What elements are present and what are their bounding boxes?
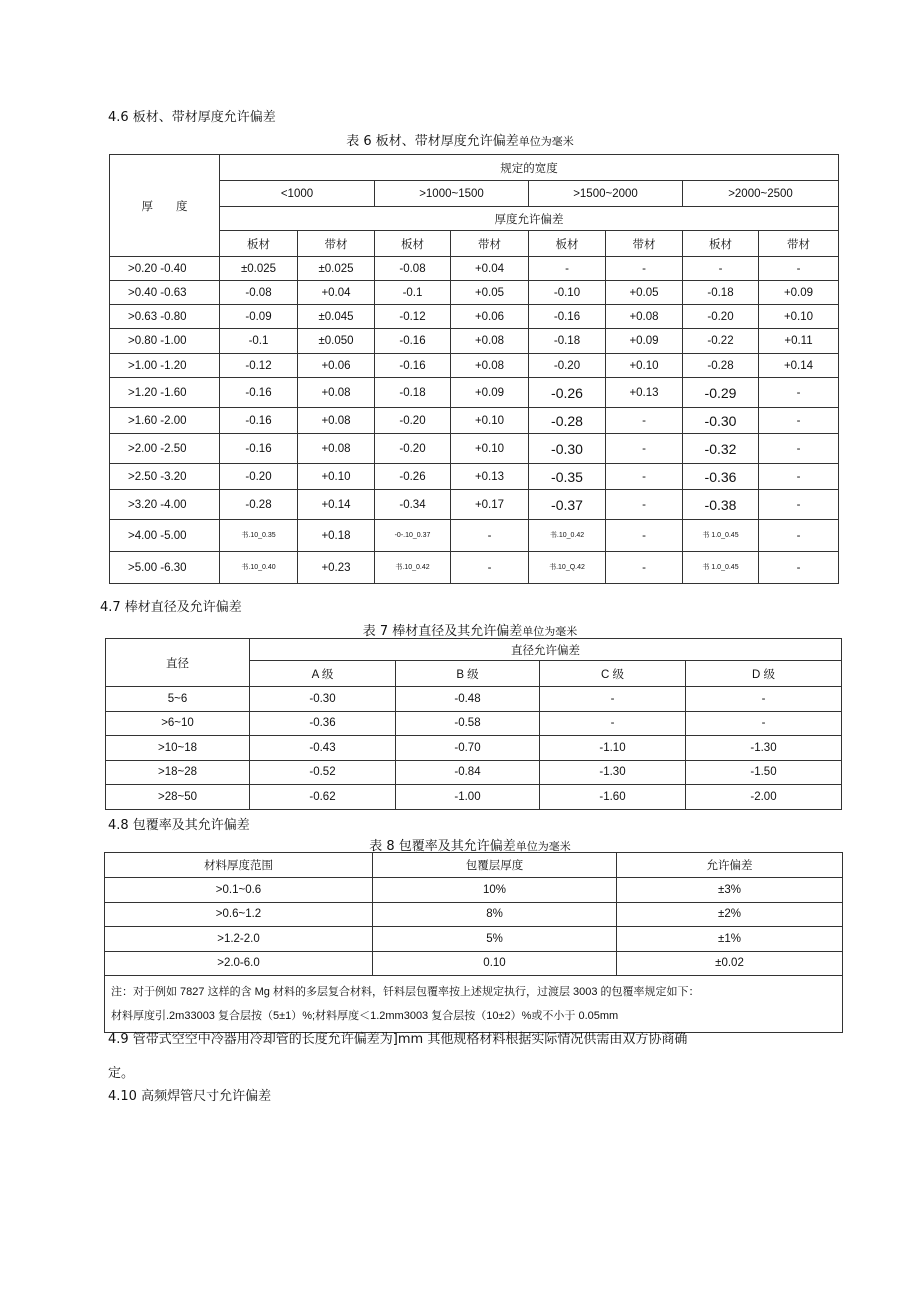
tolerance-cell: ±0.025 <box>298 257 375 281</box>
grade-tolerance-cell: -1.30 <box>540 760 686 785</box>
sub-header-strip: 带材 <box>759 231 839 257</box>
tolerance-cell: - <box>606 464 683 490</box>
table-6-row <box>110 257 839 281</box>
grade-tolerance-cell: -1.00 <box>396 785 540 810</box>
allowed-deviation-cell: ±1% <box>617 927 843 952</box>
tolerance-cell: -0.16 <box>375 329 451 354</box>
tolerance-cell: +0.11 <box>759 329 839 354</box>
tolerance-cell: - <box>606 490 683 520</box>
table-6-title: 表 6 板材、带材厚度允许偏差 <box>346 134 519 149</box>
t8-header: 材料厚度范围 <box>105 853 373 878</box>
tolerance-cell: +0.23 <box>298 552 375 584</box>
tolerance-cell: +0.08 <box>298 378 375 408</box>
thickness-range-cell: >2.50 -3.20 <box>110 464 220 490</box>
tolerance-cell: - <box>759 490 839 520</box>
section-4-9-line-1: 4.9 管带式空空中冷器用冷却管的长度允许偏差为]mm 其他规格材料根据实际情况供需由双方协商确 <box>108 1032 688 1047</box>
table-8 <box>104 852 843 1033</box>
diameter-cell: >6~10 <box>106 711 250 736</box>
tolerance-cell: - <box>759 408 839 434</box>
table-6-row <box>110 490 839 520</box>
tolerance-cell: +0.09 <box>606 329 683 354</box>
grade-tolerance-cell: - <box>540 687 686 712</box>
tolerance-cell: 书.10_Q.42 <box>529 552 606 584</box>
tolerance-cell: - <box>451 520 529 552</box>
clad-thickness-cell: 5% <box>373 927 617 952</box>
tolerance-cell: -0.37 <box>529 490 606 520</box>
tolerance-cell: -0.08 <box>220 281 298 305</box>
diameter-cell: >28~50 <box>106 785 250 810</box>
tolerance-cell: - <box>529 257 606 281</box>
tolerance-cell: -0.16 <box>220 434 298 464</box>
tolerance-cell: -0.28 <box>529 408 606 434</box>
tolerance-header: 厚度允许偏差 <box>220 207 839 231</box>
table-6-row <box>110 378 839 408</box>
tolerance-cell: +0.09 <box>759 281 839 305</box>
tolerance-cell: +0.04 <box>451 257 529 281</box>
tolerance-cell: +0.13 <box>606 378 683 408</box>
table-7-row <box>106 711 842 736</box>
tolerance-cell: - <box>759 464 839 490</box>
tolerance-cell: - <box>759 520 839 552</box>
tolerance-cell: - <box>606 520 683 552</box>
tolerance-cell: 书.10_0.40 <box>220 552 298 584</box>
thickness-range-cell: >1.00 -1.20 <box>110 354 220 378</box>
tolerance-cell: +0.08 <box>606 305 683 329</box>
tolerance-cell: -0.30 <box>529 434 606 464</box>
tolerance-cell: +0.14 <box>298 490 375 520</box>
grade-tolerance-cell: -0.43 <box>250 736 396 761</box>
section-4-8-heading: 4.8 包覆率及其允许偏差 <box>108 818 250 833</box>
tolerance-cell: -0.28 <box>220 490 298 520</box>
tolerance-cell: -0.16 <box>375 354 451 378</box>
grade-tolerance-cell: -1.30 <box>686 736 842 761</box>
tolerance-cell: -0.22 <box>683 329 759 354</box>
tolerance-cell: +0.13 <box>451 464 529 490</box>
grade-header: D 级 <box>686 661 842 687</box>
table-8-unit: 单位为毫米 <box>515 840 571 853</box>
tolerance-cell: -0.10 <box>529 281 606 305</box>
width-range: >1500~2000 <box>529 181 683 207</box>
grade-tolerance-cell: -0.70 <box>396 736 540 761</box>
table-8-row <box>105 902 843 927</box>
grade-tolerance-cell: - <box>686 687 842 712</box>
width-range: >2000~2500 <box>683 181 839 207</box>
thickness-range-cell: >0.80 -1.00 <box>110 329 220 354</box>
width-range: >1000~1500 <box>375 181 529 207</box>
tolerance-cell: +0.08 <box>451 354 529 378</box>
grade-tolerance-cell: -0.30 <box>250 687 396 712</box>
thickness-range-cell: >1.2-2.0 <box>105 927 373 952</box>
table-7-caption <box>320 620 620 639</box>
tolerance-cell: - <box>759 552 839 584</box>
sub-header-strip: 带材 <box>606 231 683 257</box>
diameter-cell: >10~18 <box>106 736 250 761</box>
sub-header-plate: 板材 <box>375 231 451 257</box>
t8-header: 允许偏差 <box>617 853 843 878</box>
grade-tolerance-cell: -1.50 <box>686 760 842 785</box>
tolerance-cell: 书 1.0_0.45 <box>683 520 759 552</box>
tolerance-cell: +0.18 <box>298 520 375 552</box>
tolerance-cell: -0.26 <box>375 464 451 490</box>
tolerance-cell: -0.35 <box>529 464 606 490</box>
tolerance-cell: - <box>759 378 839 408</box>
tolerance-cell: -0.18 <box>375 378 451 408</box>
tolerance-cell: +0.04 <box>298 281 375 305</box>
table-6-row <box>110 329 839 354</box>
tolerance-cell: - <box>606 408 683 434</box>
tolerance-cell: +0.08 <box>451 329 529 354</box>
table-6-row <box>110 354 839 378</box>
tolerance-cell: - <box>759 434 839 464</box>
tolerance-cell: -0.08 <box>375 257 451 281</box>
table-6-row <box>110 281 839 305</box>
tolerance-cell: +0.14 <box>759 354 839 378</box>
table-8-row <box>105 878 843 903</box>
table-6-unit: 单位为毫米 <box>518 135 574 148</box>
allowed-deviation-cell: ±2% <box>617 902 843 927</box>
tolerance-cell: ±0.050 <box>298 329 375 354</box>
table-6 <box>109 154 839 584</box>
table-7-row <box>106 736 842 761</box>
tolerance-cell: -0.16 <box>529 305 606 329</box>
tolerance-cell: -0.30 <box>683 408 759 434</box>
tolerance-cell: -0.36 <box>683 464 759 490</box>
tolerance-cell: - <box>606 434 683 464</box>
table-6-row <box>110 520 839 552</box>
tolerance-cell: -0.26 <box>529 378 606 408</box>
grade-tolerance-cell: -0.84 <box>396 760 540 785</box>
tolerance-cell: -0.20 <box>375 408 451 434</box>
table-8-title: 表 8 包覆率及其允许偏差 <box>369 839 516 854</box>
width-header: 规定的宽度 <box>220 155 839 181</box>
thickness-range-cell: >0.1~0.6 <box>105 878 373 903</box>
tolerance-cell: - <box>451 552 529 584</box>
tolerance-cell: +0.05 <box>606 281 683 305</box>
table-7-row <box>106 785 842 810</box>
tolerance-cell: - <box>606 257 683 281</box>
thickness-range-cell: >2.0-6.0 <box>105 951 373 976</box>
clad-thickness-cell: 0.10 <box>373 951 617 976</box>
tolerance-cell: -0.1 <box>375 281 451 305</box>
table-7-body <box>106 687 842 810</box>
tolerance-cell: +0.09 <box>451 378 529 408</box>
thickness-range-cell: >1.20 -1.60 <box>110 378 220 408</box>
thickness-range-cell: >0.6~1.2 <box>105 902 373 927</box>
tolerance-cell: -0.18 <box>683 281 759 305</box>
tolerance-cell: 书.10_0.42 <box>375 552 451 584</box>
tolerance-cell: -0.20 <box>683 305 759 329</box>
tolerance-cell: +0.10 <box>298 464 375 490</box>
grade-tolerance-cell: -0.52 <box>250 760 396 785</box>
table-6-body <box>110 257 839 584</box>
tolerance-cell: ±0.025 <box>220 257 298 281</box>
table-7-title: 表 7 棒材直径及其允许偏差 <box>362 624 523 639</box>
table-7-row <box>106 687 842 712</box>
table-8-row <box>105 951 843 976</box>
clad-thickness-cell: 10% <box>373 878 617 903</box>
width-range: <1000 <box>220 181 375 207</box>
sub-header-strip: 带材 <box>451 231 529 257</box>
tolerance-cell: -0.29 <box>683 378 759 408</box>
grade-tolerance-cell: -0.62 <box>250 785 396 810</box>
tolerance-cell: -0.1 <box>220 329 298 354</box>
grade-tolerance-cell: -0.36 <box>250 711 396 736</box>
tolerance-cell: +0.08 <box>298 434 375 464</box>
table-7-row <box>106 760 842 785</box>
clad-thickness-cell: 8% <box>373 902 617 927</box>
tolerance-cell: 书.10_0.35 <box>220 520 298 552</box>
diameter-cell: 5~6 <box>106 687 250 712</box>
tolerance-cell: - <box>683 257 759 281</box>
grade-header: C 级 <box>540 661 686 687</box>
tolerance-cell: +0.17 <box>451 490 529 520</box>
grade-tolerance-cell: -2.00 <box>686 785 842 810</box>
tolerance-cell: +0.06 <box>298 354 375 378</box>
thickness-range-cell: >3.20 -4.00 <box>110 490 220 520</box>
thickness-header: 厚 度 <box>110 155 220 257</box>
tolerance-cell: -0.20 <box>529 354 606 378</box>
grade-tolerance-cell: - <box>686 711 842 736</box>
table-6-caption <box>300 130 620 149</box>
table-8-row <box>105 927 843 952</box>
tolerance-cell: +0.10 <box>451 408 529 434</box>
table-8-body <box>105 878 843 976</box>
sub-header-plate: 板材 <box>529 231 606 257</box>
thickness-range-cell: >0.63 -0.80 <box>110 305 220 329</box>
tolerance-cell: 书 1.0_0.45 <box>683 552 759 584</box>
tolerance-cell: 书.10_0.42 <box>529 520 606 552</box>
thickness-range-cell: >2.00 -2.50 <box>110 434 220 464</box>
grade-header: B 级 <box>396 661 540 687</box>
tolerance-cell: +0.10 <box>606 354 683 378</box>
tolerance-cell: -0.18 <box>529 329 606 354</box>
tolerance-cell: +0.08 <box>298 408 375 434</box>
grade-tolerance-cell: -1.10 <box>540 736 686 761</box>
tolerance-cell: +0.05 <box>451 281 529 305</box>
note-line-1: 注：对于例如 7827 这样的含 Mg 材料的多层复合材料，钎料层包覆率按上述规定执行，过渡层 3003 的包覆率规定如下： <box>111 986 700 998</box>
tolerance-cell: -0.20 <box>375 434 451 464</box>
table-8-note <box>105 976 843 1033</box>
tolerance-cell: -0-.10_0.37 <box>375 520 451 552</box>
note-line-2: 材料厚度引.2m33003 复合层按（5±1）%;材料厚度＜1.2mm3003 复合层按（10±2）%或不小于 0.05mm <box>111 1010 619 1022</box>
section-4-10-heading: 4.10 高频焊管尺寸允许偏差 <box>108 1089 272 1104</box>
sub-header-strip: 带材 <box>298 231 375 257</box>
allowed-deviation-cell: ±3% <box>617 878 843 903</box>
tolerance-cell: +0.06 <box>451 305 529 329</box>
tolerance-cell: -0.09 <box>220 305 298 329</box>
diameter-tolerance-header: 直径允许偏差 <box>250 639 842 661</box>
tolerance-cell: -0.28 <box>683 354 759 378</box>
grade-tolerance-cell: -0.48 <box>396 687 540 712</box>
allowed-deviation-cell: ±0.02 <box>617 951 843 976</box>
section-4-6-heading: 4.6 板材、带材厚度允许偏差 <box>108 110 276 125</box>
tolerance-cell: -0.38 <box>683 490 759 520</box>
thickness-range-cell: >5.00 -6.30 <box>110 552 220 584</box>
tolerance-cell: -0.12 <box>375 305 451 329</box>
tolerance-cell: - <box>606 552 683 584</box>
table-6-row <box>110 408 839 434</box>
grade-header: A 级 <box>250 661 396 687</box>
tolerance-cell: -0.16 <box>220 408 298 434</box>
tolerance-cell: -0.32 <box>683 434 759 464</box>
grade-tolerance-cell: -1.60 <box>540 785 686 810</box>
grade-tolerance-cell: -0.58 <box>396 711 540 736</box>
thickness-range-cell: >0.20 -0.40 <box>110 257 220 281</box>
table-7-unit: 单位为毫米 <box>522 625 578 638</box>
table-6-row <box>110 434 839 464</box>
tolerance-cell: -0.34 <box>375 490 451 520</box>
sub-header-plate: 板材 <box>683 231 759 257</box>
section-4-9-line-2: 定。 <box>108 1066 135 1081</box>
grade-tolerance-cell: - <box>540 711 686 736</box>
table-6-row <box>110 305 839 329</box>
tolerance-cell: +0.10 <box>759 305 839 329</box>
t8-header: 包覆层厚度 <box>373 853 617 878</box>
table-7 <box>105 638 842 810</box>
section-4-7-heading: 4.7 棒材直径及允许偏差 <box>100 600 242 615</box>
sub-header-plate: 板材 <box>220 231 298 257</box>
thickness-range-cell: >0.40 -0.63 <box>110 281 220 305</box>
tolerance-cell: ±0.045 <box>298 305 375 329</box>
table-6-row <box>110 464 839 490</box>
table-6-row <box>110 552 839 584</box>
thickness-range-cell: >4.00 -5.00 <box>110 520 220 552</box>
thickness-range-cell: >1.60 -2.00 <box>110 408 220 434</box>
diameter-header: 直径 <box>106 639 250 687</box>
tolerance-cell: -0.12 <box>220 354 298 378</box>
tolerance-cell: +0.10 <box>451 434 529 464</box>
tolerance-cell: - <box>759 257 839 281</box>
tolerance-cell: -0.20 <box>220 464 298 490</box>
diameter-cell: >18~28 <box>106 760 250 785</box>
tolerance-cell: -0.16 <box>220 378 298 408</box>
